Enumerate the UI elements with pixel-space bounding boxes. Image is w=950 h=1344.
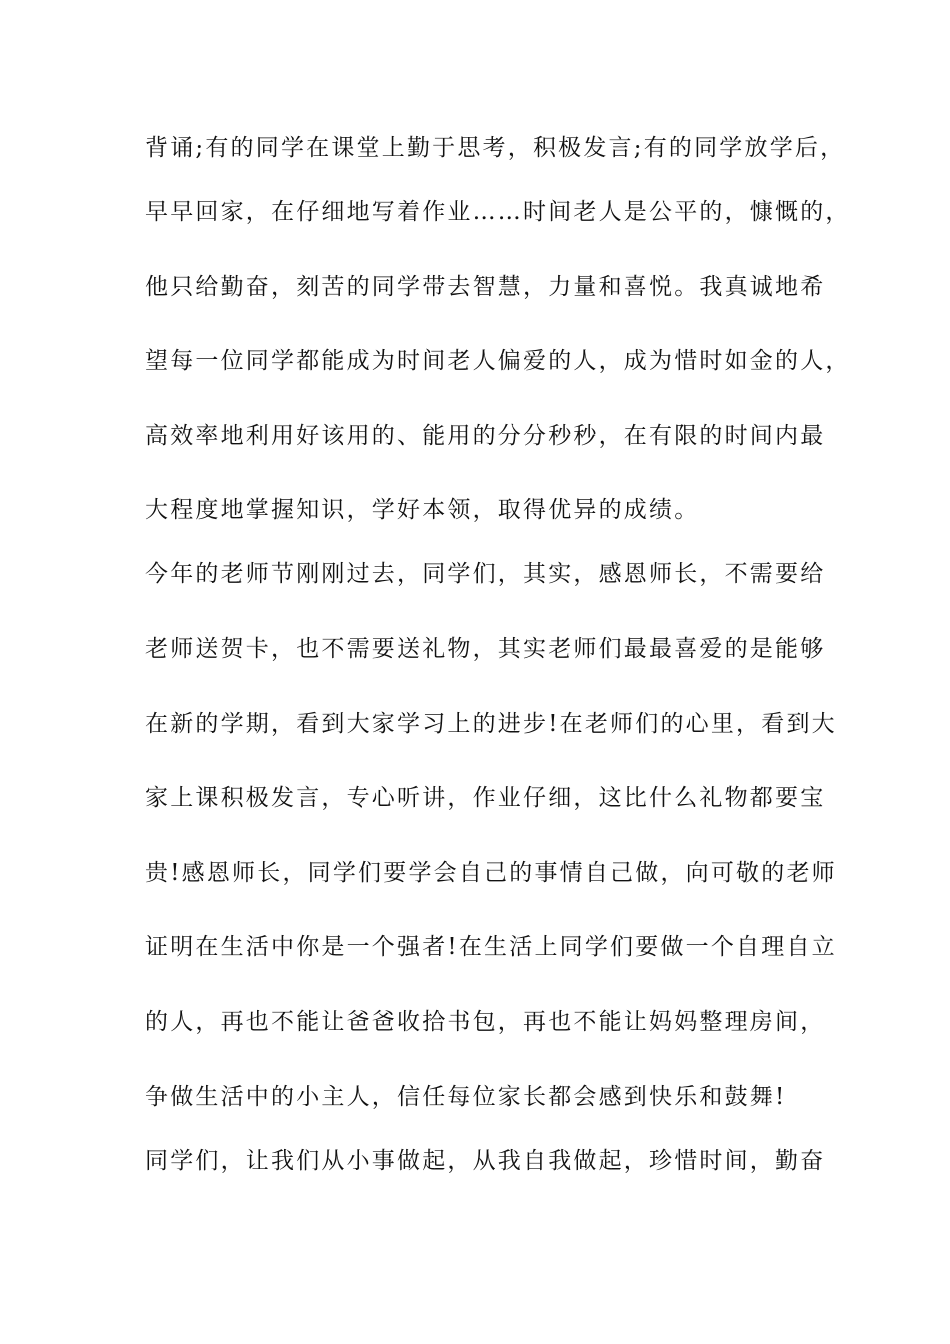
text-line: 在新的学期，看到大家学习上的进步!在老师们的心里，看到大 <box>145 710 837 737</box>
text-line: 今年的老师节刚刚过去，同学们，其实，感恩师长，不需要给 <box>145 561 826 588</box>
text-line: 家上课积极发言，专心听讲，作业仔细，这比什么礼物都要宝 <box>145 785 826 812</box>
text-line: 老师送贺卡，也不需要送礼物，其实老师们最最喜爱的是能够 <box>145 635 826 662</box>
text-line: 证明在生活中你是一个强者!在生活上同学们要做一个自理自立 <box>145 934 837 961</box>
text-line: 背诵;有的同学在课堂上勤于思考，积极发言;有的同学放学后， <box>145 135 846 161</box>
text-line: 他只给勤奋，刻苦的同学带去智慧，力量和喜悦。我真诚地希 <box>145 273 826 300</box>
text-line: 的人，再也不能让爸爸收拾书包，再也不能让妈妈整理房间， <box>145 1008 826 1035</box>
text-line: 大程度地掌握知识，学好本领，取得优异的成绩。 <box>145 497 700 524</box>
text-line: 高效率地利用好该用的、能用的分分秒秒，在有限的时间内最 <box>145 422 826 449</box>
text-line: 早早回家，在仔细地写着作业……时间老人是公平的，慷慨的， <box>145 199 851 225</box>
text-line: 望每一位同学都能成为时间老人偏爱的人，成为惜时如金的人， <box>145 348 851 375</box>
text-line: 贵!感恩师长，同学们要学会自己的事情自己做，向可敬的老师 <box>145 859 837 886</box>
text-line: 同学们，让我们从小事做起，从我自我做起，珍惜时间，勤奋 <box>145 1147 826 1174</box>
text-line: 争做生活中的小主人，信任每位家长都会感到快乐和鼓舞! <box>145 1083 787 1110</box>
body-text <box>145 128 851 1215</box>
